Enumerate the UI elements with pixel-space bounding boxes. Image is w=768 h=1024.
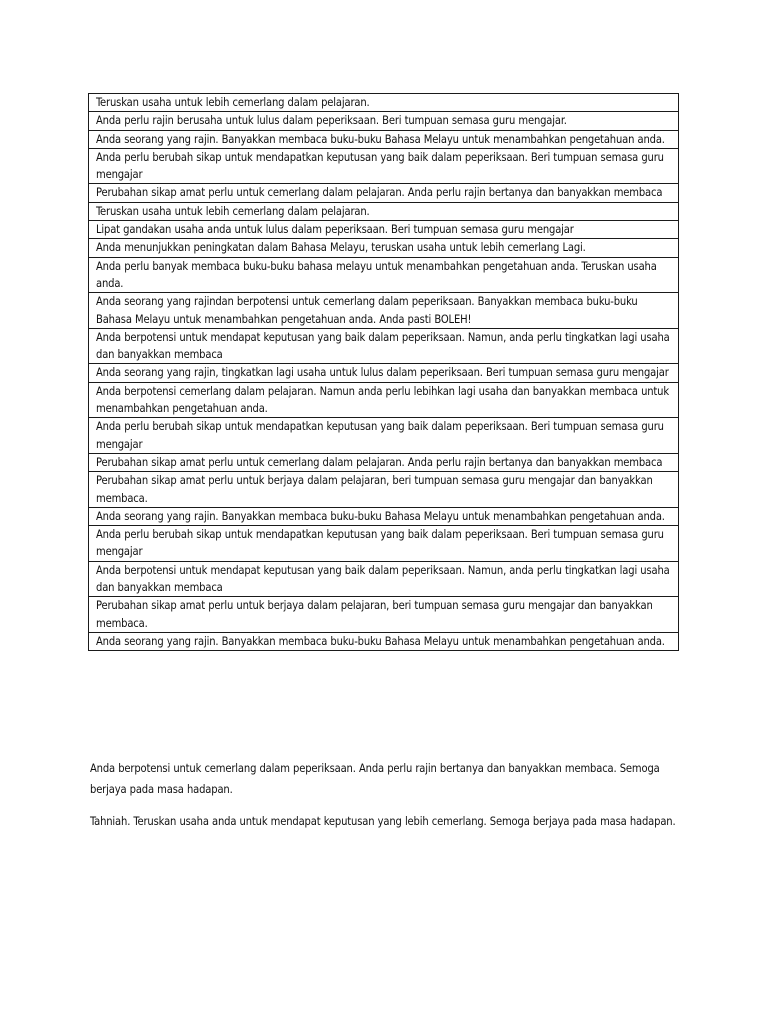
table-row [89,453,679,471]
table-row [89,239,679,257]
table-cell: Anda berpotensi untuk mendapat keputusan yang baik dalam peperiksaan. Namun, anda perlu tingkatkan lagi usaha dan banyakkan membaca [89,328,679,364]
table-cell: Anda perlu banyak membaca buku-buku bahasa melayu untuk menambahkan pengetahuan anda. Teruskan usaha anda. [89,257,679,293]
table-cell: Anda berpotensi cemerlang dalam pelajaran. Namun anda perlu lebihkan lagi usaha dan banyakkan membaca untuk menambahkan pengetahuan anda. [89,382,679,418]
closing-paragraph-congratulations: Tahniah. Teruskan usaha anda untuk mendapat keputusan yang lebih cemerlang. Semoga berjaya pada masa hadapan. [90,815,676,828]
table-cell: Anda perlu berubah sikap untuk mendapatkan keputusan yang baik dalam peperiksaan. Beri tumpuan semasa guru mengajar [89,418,679,454]
table-row [89,632,679,650]
table-row [89,364,679,382]
table-cell: Anda seorang yang rajin. Banyakkan membaca buku-buku Bahasa Melayu untuk menambahkan pengetahuan anda. [89,130,679,148]
table-row [89,112,679,130]
comments-table [88,93,679,651]
table-cell: Anda perlu berubah sikap untuk mendapatkan keputusan yang baik dalam peperiksaan. Beri tumpuan semasa guru mengajar [89,148,679,184]
table-row [89,507,679,525]
table-cell: Anda seorang yang rajin. Banyakkan membaca buku-buku Bahasa Melayu untuk menambahkan pengetahuan anda. [89,632,679,650]
table-row [89,293,679,329]
table-cell: Anda menunjukkan peningkatan dalam Bahasa Melayu, teruskan usaha untuk lebih cemerlang Lagi. [89,239,679,257]
table-cell: Perubahan sikap amat perlu untuk cemerlang dalam pelajaran. Anda perlu rajin bertanya dan banyakkan membaca [89,453,679,471]
table-cell: Perubahan sikap amat perlu untuk berjaya dalam pelajaran, beri tumpuan semasa guru mengajar dan banyakkan membaca. [89,472,679,508]
table-row [89,328,679,364]
table-row [89,597,679,633]
table-row [89,184,679,202]
table-cell: Anda berpotensi untuk mendapat keputusan yang baik dalam peperiksaan. Namun, anda perlu tingkatkan lagi usaha dan banyakkan membaca [89,561,679,597]
table-row [89,202,679,220]
table-row [89,148,679,184]
table-cell: Perubahan sikap amat perlu untuk berjaya dalam pelajaran, beri tumpuan semasa guru mengajar dan banyakkan membaca. [89,597,679,633]
table-cell: Teruskan usaha untuk lebih cemerlang dalam pelajaran. [89,202,679,220]
table-cell: Anda perlu rajin berusaha untuk lulus dalam peperiksaan. Beri tumpuan semasa guru mengajar. [89,112,679,130]
table-cell: Perubahan sikap amat perlu untuk cemerlang dalam pelajaran. Anda perlu rajin bertanya dan banyakkan membaca [89,184,679,202]
table-cell: Anda seorang yang rajindan berpotensi untuk cemerlang dalam peperiksaan. Banyakkan membaca buku-buku Bahasa Melayu untuk menambahkan pengetahuan anda. Anda pasti BOLEH! [89,293,679,329]
table-row [89,526,679,562]
table-cell: Anda seorang yang rajin, tingkatkan lagi usaha untuk lulus dalam peperiksaan. Beri tumpuan semasa guru mengajar [89,364,679,382]
table-row [89,561,679,597]
table-row [89,472,679,508]
table-row [89,382,679,418]
table-row [89,130,679,148]
table-row [89,94,679,112]
table-cell: Anda seorang yang rajin. Banyakkan membaca buku-buku Bahasa Melayu untuk menambahkan pengetahuan anda. [89,507,679,525]
table-cell: Teruskan usaha untuk lebih cemerlang dalam pelajaran. [89,94,679,112]
table-row [89,221,679,239]
closing-paragraph-potential: Anda berpotensi untuk cemerlang dalam peperiksaan. Anda perlu rajin bertanya dan banyakkan membaca. Semoga berjaya pada masa hadapan. [90,762,660,796]
table-row [89,418,679,454]
table-row [89,257,679,293]
table-cell: Lipat gandakan usaha anda untuk lulus dalam peperiksaan. Beri tumpuan semasa guru mengajar [89,221,679,239]
table-cell: Anda perlu berubah sikap untuk mendapatkan keputusan yang baik dalam peperiksaan. Beri tumpuan semasa guru mengajar [89,526,679,562]
